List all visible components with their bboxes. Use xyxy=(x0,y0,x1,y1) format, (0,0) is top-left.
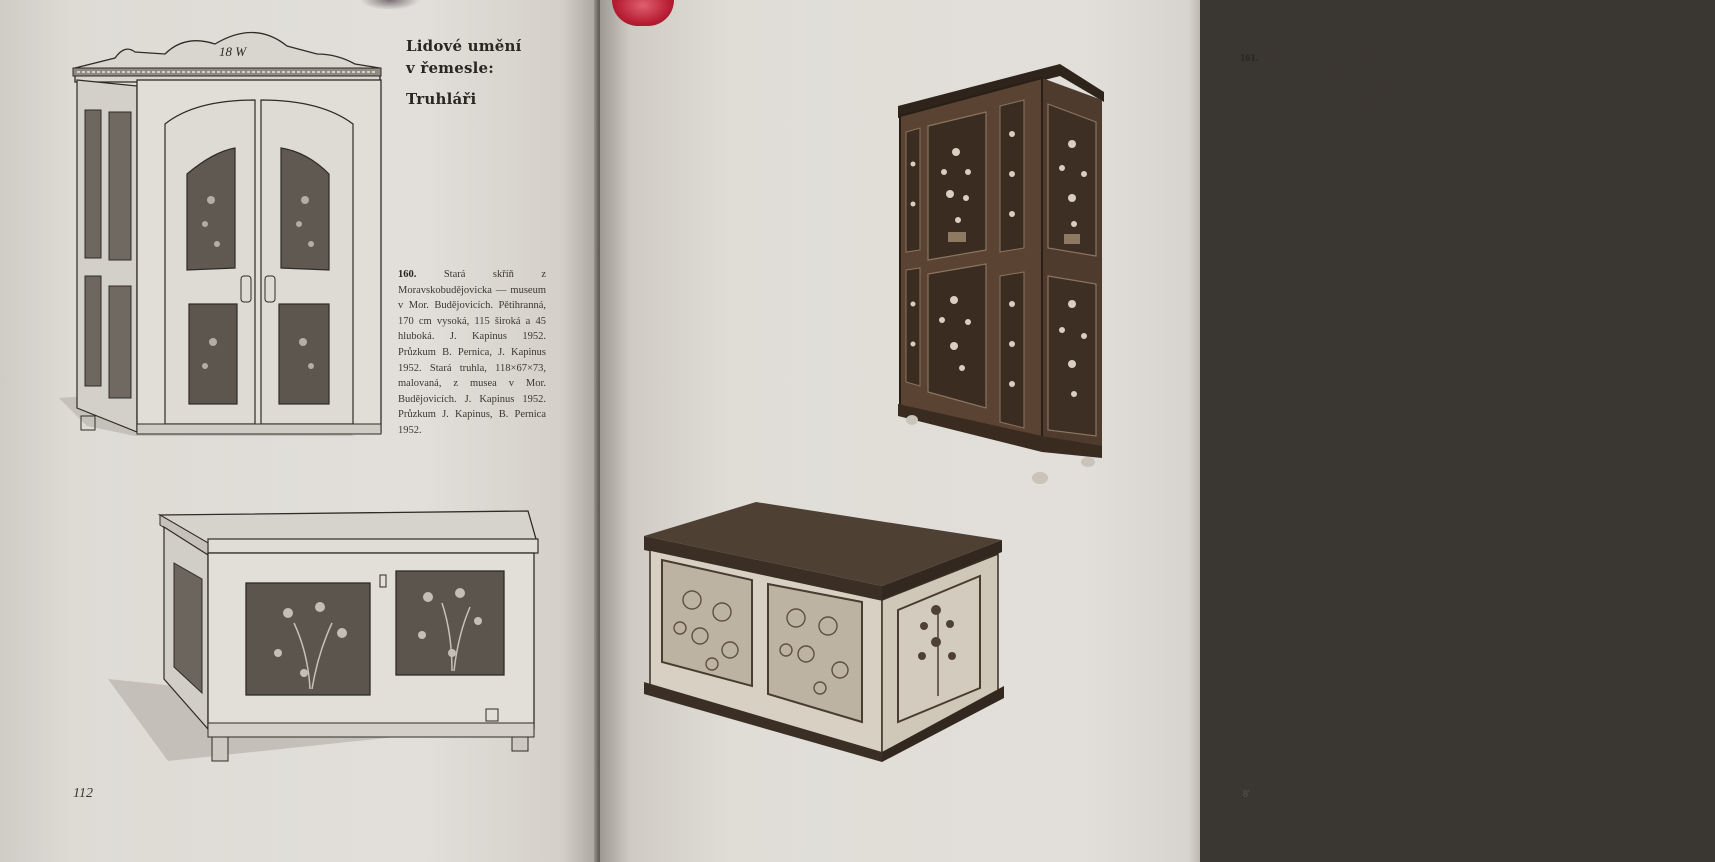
next-pages-edge xyxy=(1188,0,1200,862)
chest-illustration-right xyxy=(636,500,1010,762)
wardrobe-illustration-160 xyxy=(55,24,390,440)
stray-mark: 8' xyxy=(1243,789,1250,800)
chest-illustration-left xyxy=(108,503,543,765)
wardrobe-illustration-161 xyxy=(892,64,1114,490)
page-number-right: 113 xyxy=(1695,786,1715,801)
section-heading-line2: v řemesle: xyxy=(406,59,495,77)
left-page xyxy=(0,0,598,862)
caption-text-160: Stará skříň z Moravskobudějovicka — museum v Mor. Budějovicích. Pětihranná, 170 cm vysoká, 115 široká a 45 hluboká. J. Kapinus 1952. Průzkum B. Pernica, J. Kapinus 1952. Stará truhla, 118×67×73, malovaná, z musea v Mor. Budějovicích. J. Kapinus 1952. Průzkum J. Kapinus, B. Pernica 1952. xyxy=(398,269,546,436)
caption-figure-161 xyxy=(1240,51,1404,129)
page-number-left: 112 xyxy=(73,786,93,801)
caption-figure-160 xyxy=(398,267,546,439)
page-shadow xyxy=(360,0,420,10)
caption-text-161: Jednokřídlová malovaná skříň z Telečska. Malovaná truhla ze Znojemska. Museum ve Znojmě. J. Fukač 1952. – Průzkum J. Fukač, B. Pernica 1952. xyxy=(1240,53,1405,127)
wardrobe-lettering: 18 W xyxy=(219,44,247,59)
figure-number-160: 160. xyxy=(398,269,417,280)
section-subheading: Truhláři xyxy=(406,90,477,108)
figure-number-161: 161. xyxy=(1240,53,1259,64)
section-heading-line1: Lidové umění xyxy=(406,37,522,55)
